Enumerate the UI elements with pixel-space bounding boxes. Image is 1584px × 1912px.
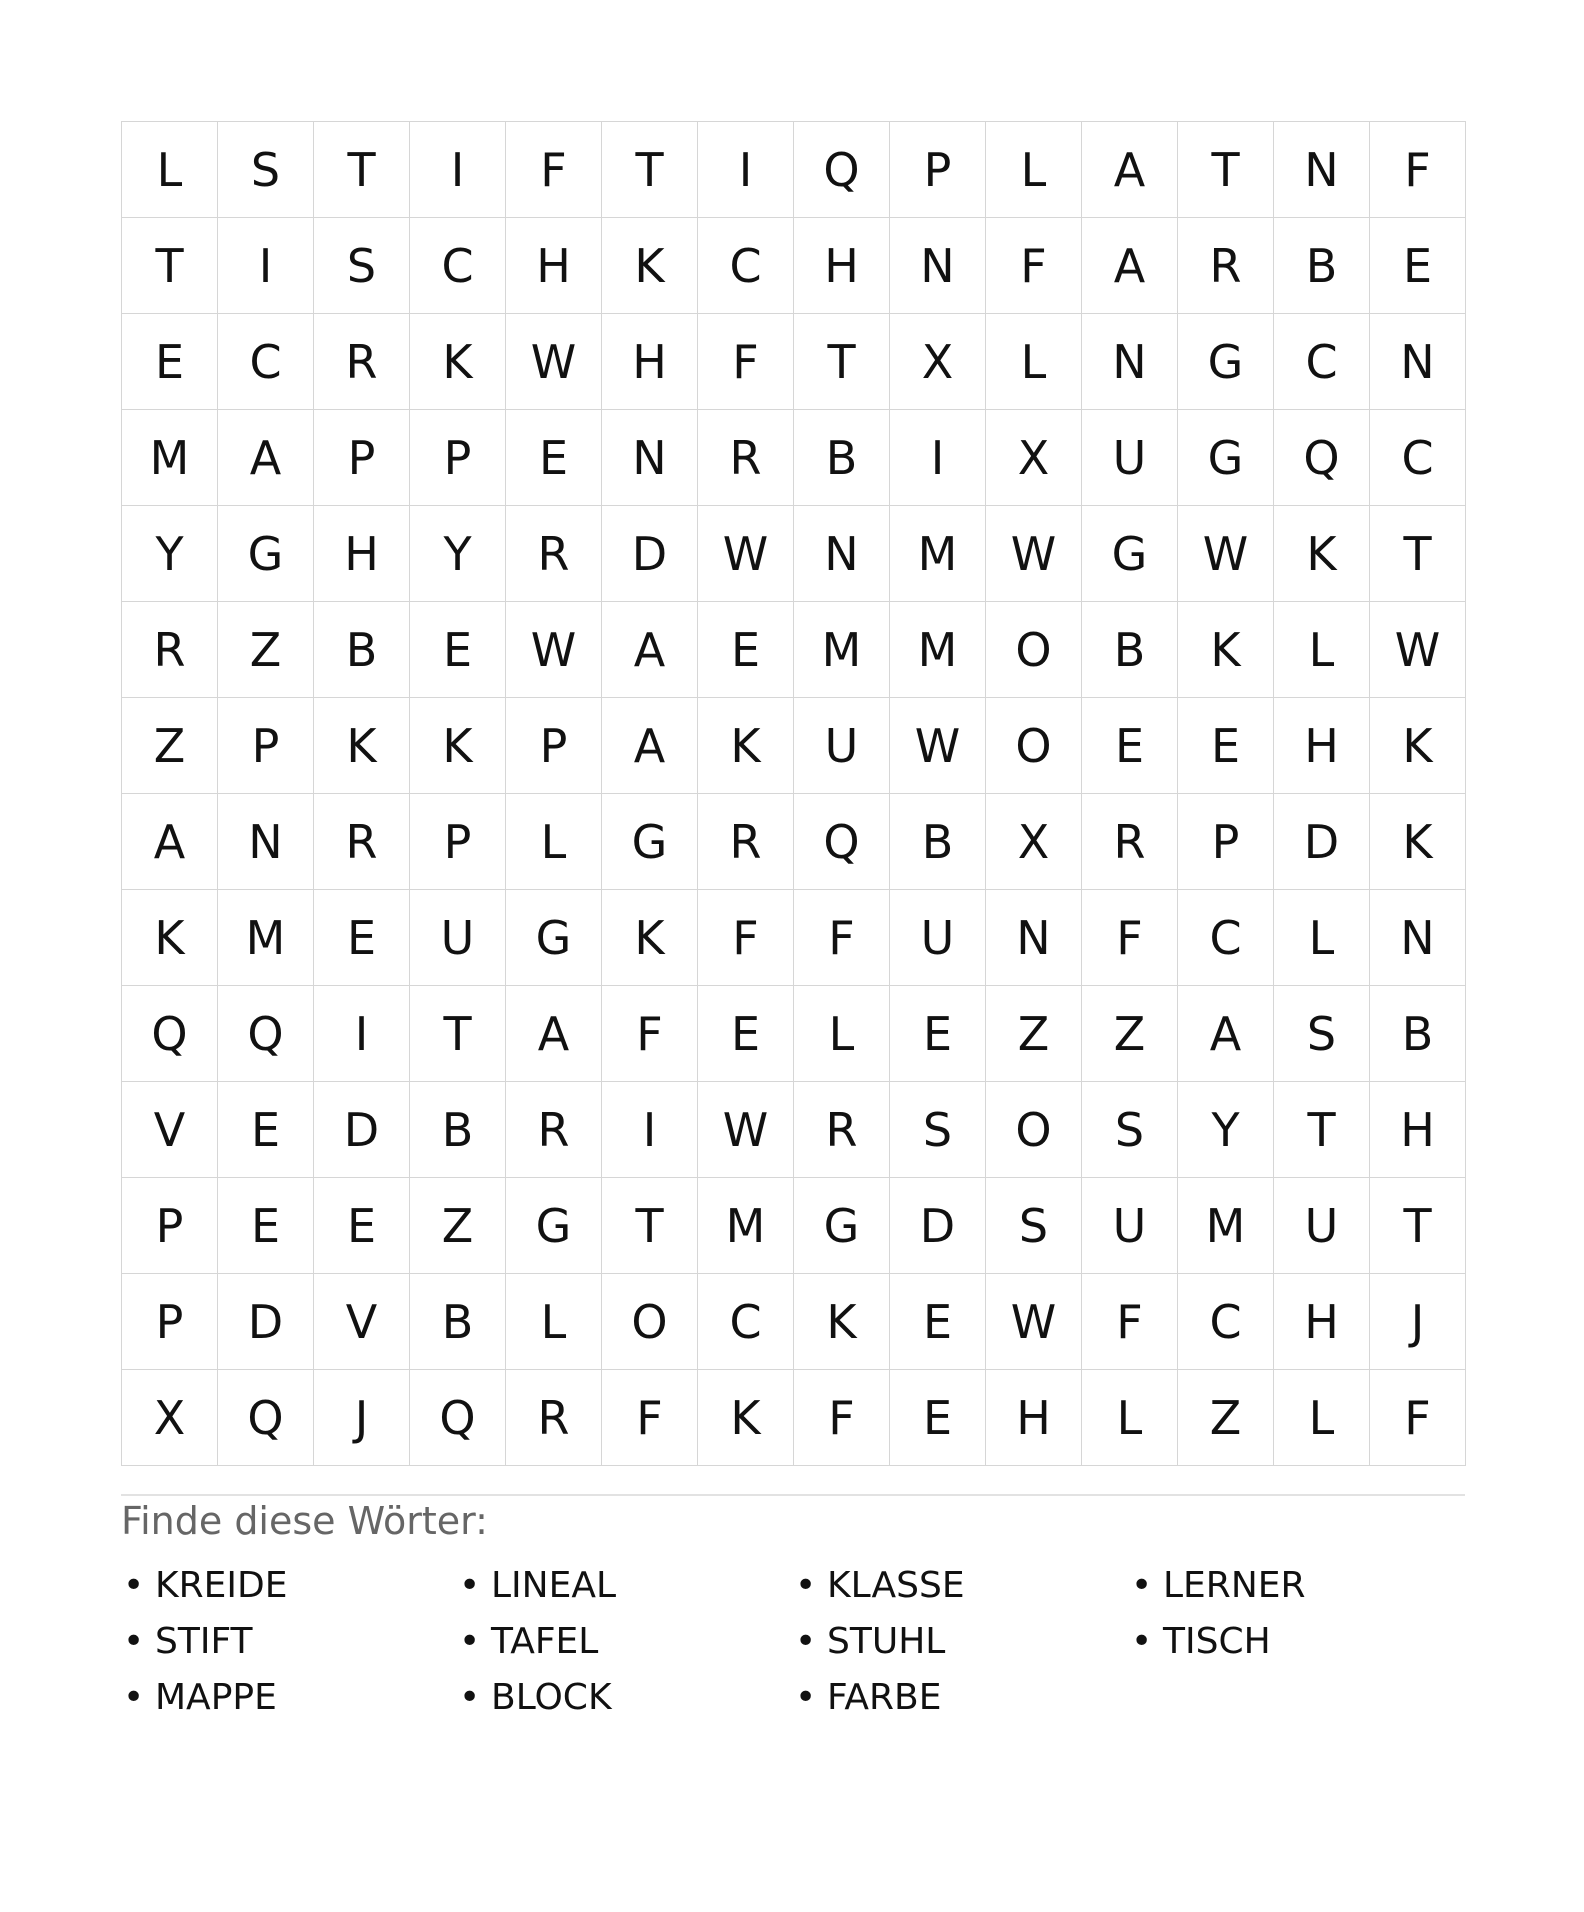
grid-cell[interactable]: E	[890, 1370, 986, 1466]
grid-cell[interactable]: Q	[218, 986, 314, 1082]
grid-cell[interactable]: C	[218, 314, 314, 410]
grid-cell[interactable]: N	[890, 218, 986, 314]
grid-cell[interactable]: C	[698, 218, 794, 314]
grid-cell[interactable]: W	[1370, 602, 1466, 698]
grid-cell[interactable]: N	[794, 506, 890, 602]
grid-cell[interactable]: N	[218, 794, 314, 890]
word-list-item: • FARBE	[793, 1670, 1129, 1726]
grid-cell[interactable]: U	[1082, 1178, 1178, 1274]
grid-cell[interactable]: O	[602, 1274, 698, 1370]
word-list-item: • BLOCK	[457, 1670, 793, 1726]
grid-cell[interactable]: K	[1370, 794, 1466, 890]
grid-cell[interactable]: B	[1082, 602, 1178, 698]
grid-cell[interactable]: D	[218, 1274, 314, 1370]
grid-cell[interactable]: W	[506, 314, 602, 410]
grid-cell[interactable]: B	[1274, 218, 1370, 314]
grid-cell[interactable]: B	[314, 602, 410, 698]
letter-grid	[121, 121, 1466, 1466]
grid-cell[interactable]: G	[218, 506, 314, 602]
grid-cell[interactable]: F	[506, 122, 602, 218]
grid-cell[interactable]: I	[890, 410, 986, 506]
grid-cell[interactable]: S	[890, 1082, 986, 1178]
grid-cell[interactable]: K	[410, 698, 506, 794]
grid-cell[interactable]: D	[890, 1178, 986, 1274]
grid-cell[interactable]: A	[602, 698, 698, 794]
grid-cell[interactable]: U	[410, 890, 506, 986]
grid-cell[interactable]: L	[506, 794, 602, 890]
grid-cell[interactable]: B	[794, 410, 890, 506]
word-list-heading: Finde diese Wörter:	[121, 1499, 488, 1543]
grid-cell[interactable]: H	[602, 314, 698, 410]
grid-cell[interactable]: P	[314, 410, 410, 506]
word-list	[121, 1558, 1465, 1726]
grid-cell[interactable]: R	[698, 794, 794, 890]
grid-cell[interactable]: N	[1082, 314, 1178, 410]
grid-cell[interactable]: W	[986, 1274, 1082, 1370]
grid-cell[interactable]: E	[1178, 698, 1274, 794]
grid-cell[interactable]: P	[890, 122, 986, 218]
grid-cell[interactable]: M	[122, 410, 218, 506]
grid-cell[interactable]: I	[602, 1082, 698, 1178]
grid-cell[interactable]: K	[602, 890, 698, 986]
grid-cell[interactable]: U	[1082, 410, 1178, 506]
grid-cell[interactable]: E	[122, 314, 218, 410]
grid-cell[interactable]: M	[890, 602, 986, 698]
grid-cell[interactable]: K	[698, 1370, 794, 1466]
grid-cell[interactable]: M	[794, 602, 890, 698]
grid-cell[interactable]: R	[794, 1082, 890, 1178]
grid-cell[interactable]: T	[1370, 1178, 1466, 1274]
grid-cell[interactable]: A	[1178, 986, 1274, 1082]
grid-cell[interactable]: Q	[122, 986, 218, 1082]
grid-cell[interactable]: U	[1274, 1178, 1370, 1274]
grid-cell[interactable]: J	[1370, 1274, 1466, 1370]
grid-cell[interactable]: D	[602, 506, 698, 602]
grid-cell[interactable]: E	[1370, 218, 1466, 314]
grid-cell[interactable]: P	[506, 698, 602, 794]
grid-cell[interactable]: X	[986, 794, 1082, 890]
grid-cell[interactable]: R	[1082, 794, 1178, 890]
grid-cell[interactable]: E	[218, 1178, 314, 1274]
grid-cell[interactable]: R	[1178, 218, 1274, 314]
word-list-item: • MAPPE	[121, 1670, 457, 1726]
grid-cell[interactable]: E	[890, 1274, 986, 1370]
grid-cell[interactable]: R	[698, 410, 794, 506]
grid-cell[interactable]: Q	[218, 1370, 314, 1466]
grid-cell[interactable]: L	[1274, 602, 1370, 698]
grid-cell[interactable]: R	[314, 794, 410, 890]
grid-cell[interactable]: Q	[794, 794, 890, 890]
grid-cell[interactable]: C	[410, 218, 506, 314]
grid-cell[interactable]: A	[506, 986, 602, 1082]
grid-cell[interactable]: S	[1082, 1082, 1178, 1178]
grid-cell[interactable]: K	[314, 698, 410, 794]
word-list-item: • KREIDE	[121, 1558, 457, 1614]
grid-cell[interactable]: C	[1178, 890, 1274, 986]
grid-cell[interactable]: W	[1178, 506, 1274, 602]
word-list-item: • TAFEL	[457, 1614, 793, 1670]
grid-cell[interactable]: R	[506, 506, 602, 602]
grid-cell[interactable]: J	[314, 1370, 410, 1466]
grid-cell[interactable]: T	[1178, 122, 1274, 218]
grid-cell[interactable]: Z	[410, 1178, 506, 1274]
grid-cell[interactable]: E	[506, 410, 602, 506]
grid-cell[interactable]: L	[794, 986, 890, 1082]
grid-cell[interactable]: N	[1370, 314, 1466, 410]
grid-cell[interactable]: F	[698, 890, 794, 986]
grid-cell[interactable]: P	[122, 1274, 218, 1370]
grid-cell[interactable]: F	[1082, 1274, 1178, 1370]
grid-cell[interactable]: N	[1370, 890, 1466, 986]
grid-cell[interactable]: S	[1274, 986, 1370, 1082]
grid-cell[interactable]: H	[506, 218, 602, 314]
grid-cell[interactable]: E	[698, 602, 794, 698]
grid-cell[interactable]: V	[122, 1082, 218, 1178]
grid-cell[interactable]: I	[698, 122, 794, 218]
grid-cell[interactable]: L	[122, 122, 218, 218]
grid-cell[interactable]: T	[1370, 506, 1466, 602]
grid-cell[interactable]: T	[410, 986, 506, 1082]
grid-cell[interactable]: X	[890, 314, 986, 410]
grid-cell[interactable]: R	[122, 602, 218, 698]
grid-cell[interactable]: X	[122, 1370, 218, 1466]
grid-cell[interactable]: C	[1178, 1274, 1274, 1370]
grid-cell[interactable]: H	[1274, 698, 1370, 794]
grid-cell[interactable]: N	[602, 410, 698, 506]
grid-cell[interactable]: W	[986, 506, 1082, 602]
grid-cell[interactable]: O	[986, 1082, 1082, 1178]
grid-cell[interactable]: A	[1082, 218, 1178, 314]
word-list-item: • TISCH	[1129, 1614, 1465, 1670]
grid-cell[interactable]: M	[698, 1178, 794, 1274]
grid-cell[interactable]: F	[602, 1370, 698, 1466]
grid-cell[interactable]: X	[986, 410, 1082, 506]
grid-cell[interactable]: E	[1082, 698, 1178, 794]
grid-cell[interactable]: B	[410, 1082, 506, 1178]
grid-cell[interactable]: G	[794, 1178, 890, 1274]
grid-cell[interactable]: A	[122, 794, 218, 890]
grid-cell[interactable]: E	[410, 602, 506, 698]
grid-cell[interactable]: W	[698, 1082, 794, 1178]
grid-cell[interactable]: H	[1370, 1082, 1466, 1178]
grid-cell[interactable]: L	[1274, 890, 1370, 986]
grid-cell[interactable]: M	[1178, 1178, 1274, 1274]
grid-cell[interactable]: K	[794, 1274, 890, 1370]
grid-cell[interactable]: A	[602, 602, 698, 698]
word-list-item: • LERNER	[1129, 1558, 1465, 1614]
grid-cell[interactable]: S	[218, 122, 314, 218]
grid-cell[interactable]: Y	[1178, 1082, 1274, 1178]
grid-cell[interactable]: E	[698, 986, 794, 1082]
grid-cell[interactable]: R	[506, 1370, 602, 1466]
grid-cell[interactable]: G	[1082, 506, 1178, 602]
grid-cell[interactable]: B	[890, 794, 986, 890]
grid-cell[interactable]: I	[218, 218, 314, 314]
grid-cell[interactable]: B	[1370, 986, 1466, 1082]
grid-cell[interactable]: F	[1082, 890, 1178, 986]
grid-cell[interactable]: L	[1274, 1370, 1370, 1466]
grid-cell[interactable]: E	[218, 1082, 314, 1178]
grid-cell[interactable]: M	[890, 506, 986, 602]
grid-cell[interactable]: E	[314, 1178, 410, 1274]
grid-cell[interactable]: Z	[1082, 986, 1178, 1082]
grid-cell[interactable]: T	[602, 1178, 698, 1274]
grid-cell[interactable]: U	[890, 890, 986, 986]
grid-cell[interactable]: W	[890, 698, 986, 794]
grid-cell[interactable]: F	[1370, 1370, 1466, 1466]
grid-cell[interactable]: K	[1178, 602, 1274, 698]
grid-cell[interactable]: L	[1082, 1370, 1178, 1466]
grid-cell[interactable]: L	[506, 1274, 602, 1370]
grid-cell[interactable]: I	[314, 986, 410, 1082]
grid-cell[interactable]: P	[1178, 794, 1274, 890]
grid-cell[interactable]: K	[410, 314, 506, 410]
divider	[121, 1494, 1465, 1496]
grid-cell[interactable]: Y	[410, 506, 506, 602]
grid-cell[interactable]: E	[314, 890, 410, 986]
grid-cell[interactable]: Z	[122, 698, 218, 794]
grid-cell[interactable]: T	[602, 122, 698, 218]
grid-cell[interactable]: T	[1274, 1082, 1370, 1178]
grid-cell[interactable]: P	[122, 1178, 218, 1274]
word-list-item: • STIFT	[121, 1614, 457, 1670]
grid-cell[interactable]: R	[506, 1082, 602, 1178]
grid-cell[interactable]: K	[602, 218, 698, 314]
grid-cell[interactable]: S	[314, 218, 410, 314]
grid-cell[interactable]: H	[986, 1370, 1082, 1466]
grid-cell[interactable]: W	[698, 506, 794, 602]
grid-cell[interactable]: A	[1082, 122, 1178, 218]
grid-cell[interactable]: F	[794, 1370, 890, 1466]
grid-cell[interactable]: G	[1178, 314, 1274, 410]
grid-cell[interactable]: G	[1178, 410, 1274, 506]
grid-cell[interactable]: K	[1370, 698, 1466, 794]
grid-cell[interactable]: I	[410, 122, 506, 218]
word-list-item: • STUHL	[793, 1614, 1129, 1670]
grid-cell[interactable]: C	[1370, 410, 1466, 506]
grid-cell[interactable]: H	[794, 218, 890, 314]
grid-cell[interactable]: G	[602, 794, 698, 890]
grid-cell[interactable]: H	[1274, 1274, 1370, 1370]
grid-cell[interactable]: P	[410, 410, 506, 506]
grid-cell[interactable]: L	[986, 122, 1082, 218]
grid-cell[interactable]: N	[1274, 122, 1370, 218]
grid-cell[interactable]: C	[698, 1274, 794, 1370]
word-list-item: • LINEAL	[457, 1558, 793, 1614]
grid-cell[interactable]: T	[314, 122, 410, 218]
grid-cell[interactable]: F	[986, 218, 1082, 314]
grid-cell[interactable]: F	[794, 890, 890, 986]
grid-cell[interactable]: N	[986, 890, 1082, 986]
grid-cell[interactable]: M	[218, 890, 314, 986]
grid-cell[interactable]: F	[698, 314, 794, 410]
grid-cell[interactable]: Q	[1274, 410, 1370, 506]
grid-cell[interactable]: Z	[1178, 1370, 1274, 1466]
grid-cell[interactable]: L	[986, 314, 1082, 410]
grid-cell[interactable]: Y	[122, 506, 218, 602]
grid-cell[interactable]: B	[410, 1274, 506, 1370]
grid-cell[interactable]: D	[1274, 794, 1370, 890]
grid-cell[interactable]: S	[986, 1178, 1082, 1274]
grid-cell[interactable]: G	[506, 890, 602, 986]
grid-cell[interactable]: T	[794, 314, 890, 410]
grid-cell[interactable]: T	[122, 218, 218, 314]
grid-cell[interactable]: Q	[794, 122, 890, 218]
grid-cell[interactable]: U	[794, 698, 890, 794]
grid-cell[interactable]: Q	[410, 1370, 506, 1466]
grid-cell[interactable]: A	[218, 410, 314, 506]
grid-cell[interactable]: K	[122, 890, 218, 986]
word-list-item: • KLASSE	[793, 1558, 1129, 1614]
grid-cell[interactable]: H	[314, 506, 410, 602]
grid-cell[interactable]: R	[314, 314, 410, 410]
grid-cell[interactable]: Z	[986, 986, 1082, 1082]
grid-cell[interactable]: P	[410, 794, 506, 890]
grid-cell[interactable]: C	[1274, 314, 1370, 410]
grid-cell[interactable]: P	[218, 698, 314, 794]
grid-cell[interactable]: O	[986, 602, 1082, 698]
grid-cell[interactable]: W	[506, 602, 602, 698]
grid-cell[interactable]: G	[506, 1178, 602, 1274]
grid-cell[interactable]: K	[1274, 506, 1370, 602]
grid-cell[interactable]: F	[602, 986, 698, 1082]
grid-cell[interactable]: D	[314, 1082, 410, 1178]
grid-cell[interactable]: Z	[218, 602, 314, 698]
grid-cell[interactable]: O	[986, 698, 1082, 794]
grid-cell[interactable]: F	[1370, 122, 1466, 218]
grid-cell[interactable]: V	[314, 1274, 410, 1370]
grid-cell[interactable]: K	[698, 698, 794, 794]
grid-cell[interactable]: E	[890, 986, 986, 1082]
